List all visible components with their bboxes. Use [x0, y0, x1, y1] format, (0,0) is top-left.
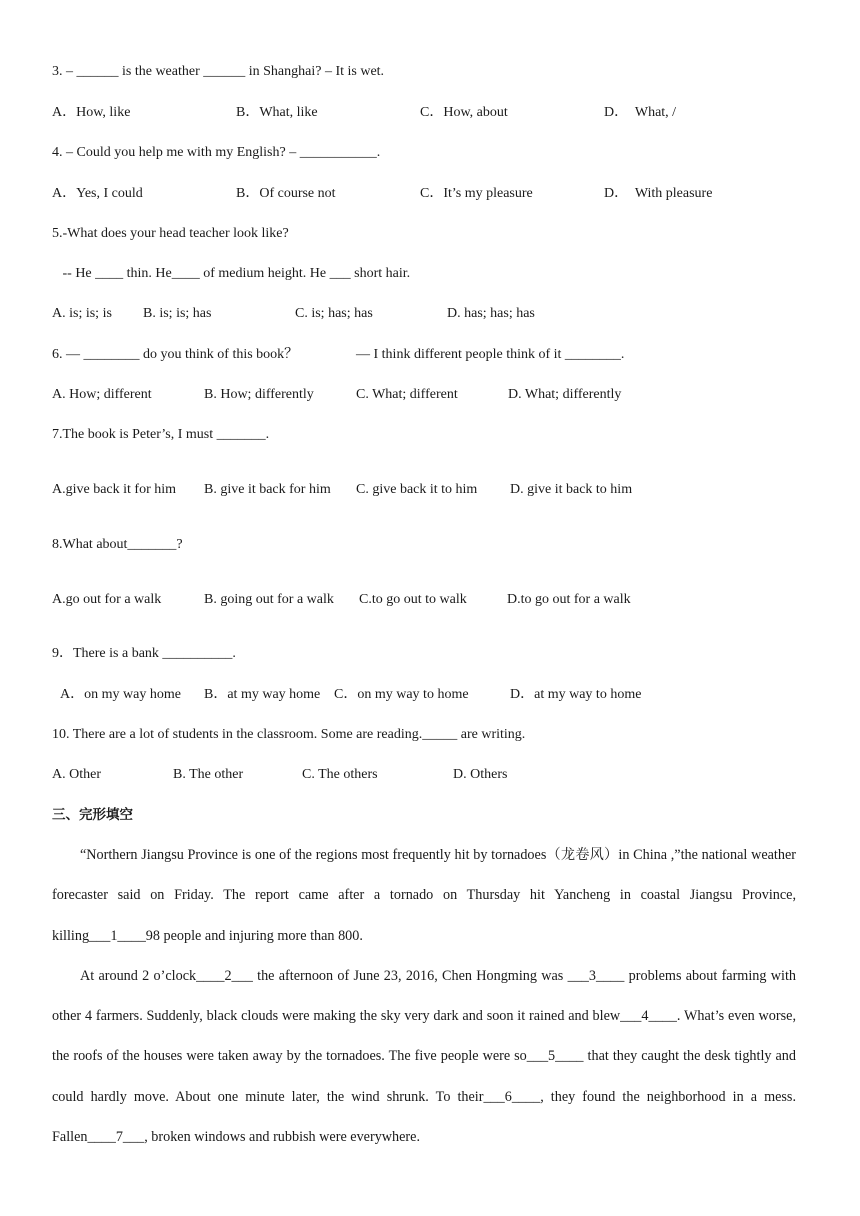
question-6-option-b: B. How; differently: [204, 387, 314, 402]
question-6-response: — I think different people think of it ________.: [356, 347, 625, 362]
question-3-stem: 3. – ______ is the weather ______ in Shanghai? – It is wet.: [52, 64, 385, 79]
question-3-option-d: D． What, /: [604, 105, 677, 120]
question-5-option-d: D. has; has; has: [447, 306, 535, 321]
question-10-option-c: C. The others: [302, 767, 378, 782]
question-9-option-b: B．at my way home: [204, 687, 321, 702]
question-6-option-d: D. What; differently: [508, 387, 622, 402]
question-4-option-a: A．Yes, I could: [52, 186, 143, 201]
question-7-option-d: D. give it back to him: [510, 482, 633, 497]
question-5-option-b: B. is; is; has: [143, 306, 212, 321]
question-6-option-c: C. What; different: [356, 387, 458, 402]
question-3-option-c: C．How, about: [420, 105, 508, 120]
question-10-option-d: D. Others: [453, 767, 508, 782]
question-6-stem: 6. — ________ do you think of this book？: [52, 347, 299, 362]
question-5-response: -- He ____ thin. He____ of medium height. He ___ short hair.: [52, 266, 411, 281]
question-9-option-c: C．on my way to home: [334, 687, 469, 702]
question-4-stem: 4. – Could you help me with my English? – ___________.: [52, 145, 381, 160]
passage-paragraph-2: At around 2 o’clock____2___ the afternoon of June 23, 2016, Chen Hongming was ___3____ problems about farming with other 4 farmers. Suddenly, black clouds were making the sky very dark and soon it rained and blew___4____. What’s even worse, the roofs of the houses were taken away by the tornadoes. The five people were so___5____ that they caught the desk tightly and could hardly move. About one minute later, the wind shrunk. To their___6____, they found the neighborhood in a mess. Fallen____7___, broken windows and rubbish were everywhere.: [52, 967, 796, 1146]
question-8-option-c: C.to go out to walk: [359, 592, 467, 607]
question-8-option-d: D.to go out for a walk: [507, 592, 631, 607]
question-7-option-c: C. give back it to him: [356, 482, 478, 497]
question-9-option-d: D．at my way to home: [510, 687, 642, 702]
question-4-option-d: D． With pleasure: [604, 186, 713, 201]
question-4-option-b: B．Of course not: [236, 186, 336, 201]
question-8-stem: 8.What about_______?: [52, 537, 183, 552]
question-8-option-b: B. going out for a walk: [204, 592, 334, 607]
question-10-stem: 10. There are a lot of students in the classroom. Some are reading._____ are writing.: [52, 727, 526, 742]
passage-paragraph-1: “Northern Jiangsu Province is one of the regions most frequently hit by tornadoes（龙卷风）in China ,”the national weather forecaster said on Friday. The report came after a tornado on Thursday hit Yancheng in coastal Jiangsu Province, killing___1____98 people and injuring more than 800.: [52, 847, 796, 944]
question-5-option-a: A. is; is; is: [52, 306, 112, 321]
question-5-option-c: C. is; has; has: [295, 306, 373, 321]
cloze-passage: [52, 835, 796, 1157]
question-9-option-a: A．on my way home: [60, 687, 181, 702]
section-title: 三、完形填空: [52, 807, 133, 823]
question-7-stem: 7.The book is Peter’s, I must _______.: [52, 427, 270, 442]
question-3-option-a: A．How, like: [52, 105, 131, 120]
question-7-option-b: B. give it back for him: [204, 482, 331, 497]
question-10-option-b: B. The other: [173, 767, 244, 782]
question-7-option-a: A.give back it for him: [52, 482, 177, 497]
question-6-option-a: A. How; different: [52, 387, 152, 402]
question-8-option-a: A.go out for a walk: [52, 592, 162, 607]
question-10-option-a: A. Other: [52, 767, 101, 782]
question-3-option-b: B．What, like: [236, 105, 318, 120]
question-5-stem: 5.-What does your head teacher look like?: [52, 226, 289, 241]
question-4-option-c: C．It’s my pleasure: [420, 186, 533, 201]
question-9-stem: 9．There is a bank __________.: [52, 646, 236, 661]
